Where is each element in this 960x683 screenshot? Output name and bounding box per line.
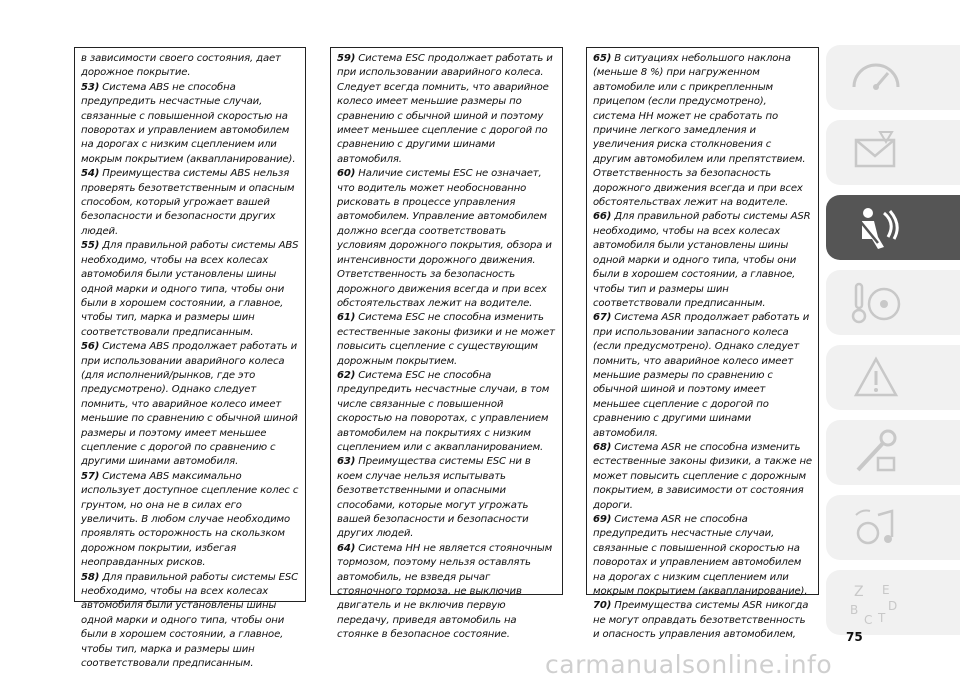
- note-text: Преимущества системы ABS нельзя проверять безответственным и опасным способом, который угрожает вашей безопасности и безопасности других людей.: [81, 168, 295, 237]
- text-column-left: [74, 47, 306, 670]
- note-paragraph: [593, 52, 812, 210]
- note-text: Система ABS продолжает работать и при использовании аварийного колеса (для исполнений/рынков, где это предусмотрено). Однако следует помнить, что аварийное колесо имеет меньшие по сравнению с обычной шиной размеры и поэтому имеет меньшее сцепление с дорогой по сравнению с другими шинами автомобиля.: [81, 341, 298, 468]
- sidebar-tab-maintenance[interactable]: [826, 420, 960, 485]
- index-letter: E: [882, 583, 890, 597]
- dashboard-gauge-icon: [848, 53, 904, 103]
- note-paragraph: [81, 571, 299, 672]
- note-text: Преимущества системы ASR никогда не могут оправдать безответственность и опасность управления автомобилем,: [593, 600, 809, 641]
- note-text: Для правильной работы системы ESC необходимо, чтобы на всех колесах автомобиля были установлены шины одной марки и одного типа, чтобы они были в хорошем состоянии, а главное, чтобы тип, марка и размеры шин соответствовали предписанным.: [81, 571, 299, 670]
- index-letter: Z: [854, 584, 864, 600]
- note-text: Система ASR не способна изменить естественные законы физики, а также не может повысить сцепление с дорожным покрытием, в зависимости от состояния дороги.: [593, 441, 812, 511]
- note-paragraph: [81, 81, 299, 167]
- sidebar-tab-starting[interactable]: [826, 270, 960, 335]
- note-text: Система HH не является стояночным тормозом, поэтому нельзя оставлять автомобиль, не взведя рычаг стояночного тормоза, не выключив двигатель и не включив первую передачу, приведя автомобиль на стоянке в безопасное состояние.: [337, 542, 553, 641]
- note-text: Система ASR продолжает работать и при использовании запасного колеса (если предусмотрено). Однако следует помнить, что аварийное колесо имеет меньшие размеры по сравнению с обычной шиной и поэтому имеет меньшее сцепление с дорогой по сравнению с другими шинами автомобиля.: [593, 312, 810, 439]
- note-text: Система ASR не способна предупредить несчастные случаи, связанные с повышенной скоростью на поворотах и управлением автомобилем на дорогах с низким сцеплением или мокрым покрытием (аквапланирование).: [593, 514, 808, 598]
- note-text: Система ESC не способна изменить естественные законы физики и не может повысить сцепление с существующим дорожным покрытием.: [337, 312, 555, 367]
- note-text: Система ABS не способна предупредить несчастные случаи, связанные с повышенной скоростью на поворотах и управлением автомобилем на дорогах с низким сцеплением или мокрым покрытием (аквапланирование).: [81, 81, 296, 165]
- audio-multimedia-icon: [848, 503, 904, 553]
- alphabetical-index-icon: [848, 578, 904, 628]
- tools-wrench-icon: [848, 428, 904, 478]
- note-number: 54): [81, 168, 100, 180]
- note-paragraph: [81, 239, 299, 340]
- page-number: 75: [846, 630, 863, 644]
- note-number: 66): [593, 211, 612, 223]
- note-number: 56): [81, 341, 100, 353]
- envelope-warning-icon: [848, 128, 904, 178]
- note-number: 62): [337, 369, 356, 381]
- index-letter: B: [850, 603, 859, 617]
- note-paragraph: [337, 369, 556, 455]
- note-number: 61): [337, 312, 356, 324]
- index-letter: C: [864, 613, 873, 627]
- note-number: 63): [337, 456, 356, 468]
- note-paragraph: [81, 340, 299, 470]
- note-number: 57): [81, 470, 100, 482]
- sidebar-tab-warnings[interactable]: [826, 120, 960, 185]
- note-number: 67): [593, 312, 612, 324]
- index-letter: D: [888, 599, 898, 613]
- note-text: Наличие системы ESC не означает, что водитель может необоснованно рисковать в процессе управления автомобилем. Управление автомобилем должно всегда соответствовать условиям дорожного покрытия, обзора и интенсивности дорожного движения. Ответственность за безопасность дорожного движения всегда и при всех обстоятельствах лежит на водителе.: [337, 168, 552, 309]
- note-paragraph: [81, 470, 299, 571]
- note-number: 60): [337, 168, 356, 180]
- text-column-middle: [330, 47, 563, 641]
- note-number: 58): [81, 571, 100, 583]
- note-number: 59): [337, 53, 356, 64]
- note-text: Система ESC не способна предупредить несчастные случаи, в том числе связанные с повышенной скоростью на поворотах, с управлением автомобилем на покрытиях с низким сцеплением или с аквапланированием.: [337, 369, 550, 453]
- index-letter: T: [878, 611, 886, 625]
- note-paragraph: [593, 311, 812, 441]
- note-paragraph: [81, 167, 299, 239]
- note-number: 53): [81, 81, 100, 93]
- sidebar-tab-emergency[interactable]: [826, 345, 960, 410]
- note-text: Система ESC продолжает работать и при использовании аварийного колеса. Следует всегда помнить, что аварийное колесо имеет меньшие размеры по сравнению с обычной шиной и поэтому имеет меньшее сцепление с дорогой по сравнению с другими шинами автомобиля.: [337, 53, 553, 165]
- note-text: Преимущества системы ESC ни в коем случае нельзя испытывать безответственными и опасными способами, которые могут угрожать вашей безопасности и безопасности других людей.: [337, 456, 531, 540]
- note-number: 55): [81, 240, 100, 252]
- note-paragraph: [337, 455, 556, 541]
- note-paragraph: [81, 52, 299, 81]
- note-paragraph: [593, 513, 812, 599]
- note-paragraph: [593, 441, 812, 513]
- note-text: в зависимости своего состояния, дает дорожное покрытие.: [81, 53, 281, 79]
- text-column-right: [586, 47, 819, 641]
- note-paragraph: [337, 542, 556, 643]
- watermark: carmanualsonline.info: [545, 650, 833, 679]
- note-number: 70): [593, 600, 612, 612]
- chapter-sidebar: [826, 45, 960, 630]
- note-paragraph: [337, 311, 556, 369]
- sidebar-tab-dashboard[interactable]: [826, 45, 960, 110]
- note-text: Для правильной работы системы ASR необходимо, чтобы на всех колесах автомобиля были установлены шины одной марки и одного типа, чтобы они были в хорошем состоянии, а главное, чтобы тип и размеры шин соответствовали предписанным.: [593, 211, 811, 309]
- note-number: 65): [593, 53, 612, 64]
- note-paragraph: [593, 210, 812, 311]
- note-number: 69): [593, 514, 612, 525]
- note-paragraph: [337, 52, 556, 167]
- note-paragraph: [593, 599, 812, 642]
- note-text: В ситуациях небольшого наклона (меньше 8 %) при нагруженном автомобиле или с прикрепленным прицепом (если предусмотрено), система HH может не сработать по причине легкого замедления и увеличения риска столкновения с другим автомобилем или препятствием. Ответственность за безопасность дорожного движения всегда и при всех обстоятельствах лежит на водителе.: [593, 53, 806, 209]
- note-text: Для правильной работы системы ABS необходимо, чтобы на всех колесах автомобиля были установлены шины одной марки и одного типа, чтобы они были в хорошем состоянии, а главное, чтобы тип, марка и размеры шин соответствовали предписанным.: [81, 240, 299, 338]
- sidebar-tab-multimedia[interactable]: [826, 495, 960, 560]
- key-steering-icon: [848, 278, 904, 328]
- note-number: 64): [337, 542, 356, 554]
- airbag-seatbelt-icon: [848, 203, 904, 253]
- note-paragraph: [337, 167, 556, 311]
- sidebar-tab-index[interactable]: [826, 570, 960, 635]
- note-text: Система ABS максимально использует доступное сцепление колес с грунтом, но она не в силах его увеличить. В любом случае необходимо проявлять осторожность на скользком дорожном покрытии, избегая неоправданных рисков.: [81, 470, 299, 569]
- note-number: 68): [593, 441, 612, 453]
- sidebar-tab-safety[interactable]: [826, 195, 960, 260]
- roadside-warning-icon: [848, 353, 904, 403]
